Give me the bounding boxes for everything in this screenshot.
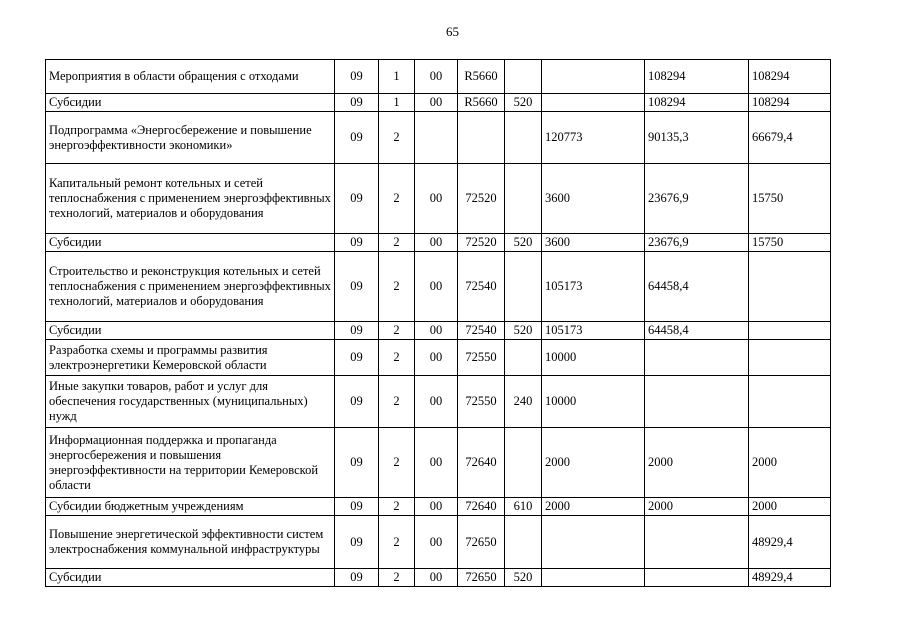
amount-year-3: 108294 <box>749 60 831 94</box>
amount-year-3: 48929,4 <box>749 569 831 587</box>
amount-year-1 <box>542 60 645 94</box>
expense-type-code <box>505 112 542 164</box>
amount-year-2: 108294 <box>645 94 749 112</box>
table-row <box>46 569 831 587</box>
group-code: 00 <box>415 234 458 252</box>
table-row <box>46 252 831 322</box>
group-code: 00 <box>415 428 458 498</box>
group-code: 00 <box>415 252 458 322</box>
amount-year-3: 2000 <box>749 498 831 516</box>
expense-type-code: 520 <box>505 322 542 340</box>
group-code: 00 <box>415 498 458 516</box>
table-row <box>46 60 831 94</box>
amount-year-3 <box>749 252 831 322</box>
group-code: 00 <box>415 376 458 428</box>
amount-year-2: 2000 <box>645 498 749 516</box>
section-code: 09 <box>335 234 379 252</box>
amount-year-3: 108294 <box>749 94 831 112</box>
expense-type-code <box>505 340 542 376</box>
subsection-code: 2 <box>379 498 415 516</box>
amount-year-1: 2000 <box>542 498 645 516</box>
amount-year-1: 10000 <box>542 376 645 428</box>
amount-year-2: 64458,4 <box>645 322 749 340</box>
target-article-code: 72520 <box>458 234 505 252</box>
section-code: 09 <box>335 376 379 428</box>
target-article-code: 72650 <box>458 516 505 569</box>
target-article-code: 72640 <box>458 428 505 498</box>
target-article-code: 72550 <box>458 340 505 376</box>
group-code: 00 <box>415 340 458 376</box>
row-name: Субсидии <box>46 569 335 587</box>
target-article-code: R5660 <box>458 94 505 112</box>
subsection-code: 2 <box>379 569 415 587</box>
subsection-code: 2 <box>379 516 415 569</box>
table-row <box>46 516 831 569</box>
target-article-code: R5660 <box>458 60 505 94</box>
amount-year-2: 2000 <box>645 428 749 498</box>
amount-year-2 <box>645 516 749 569</box>
row-name: Информационная поддержка и пропаганда энергосбережения и повышения энергоэффективности на территории Кемеровской области <box>46 428 335 498</box>
table-row <box>46 498 831 516</box>
subsection-code: 2 <box>379 428 415 498</box>
amount-year-3: 15750 <box>749 234 831 252</box>
subsection-code: 2 <box>379 164 415 234</box>
target-article-code: 72540 <box>458 322 505 340</box>
amount-year-3: 48929,4 <box>749 516 831 569</box>
row-name: Разработка схемы и программы развития электроэнергетики Кемеровской области <box>46 340 335 376</box>
amount-year-1 <box>542 516 645 569</box>
row-name: Мероприятия в области обращения с отходами <box>46 60 335 94</box>
subsection-code: 2 <box>379 234 415 252</box>
budget-table <box>45 59 831 587</box>
amount-year-1: 105173 <box>542 322 645 340</box>
subsection-code: 2 <box>379 340 415 376</box>
target-article-code <box>458 112 505 164</box>
expense-type-code: 520 <box>505 569 542 587</box>
target-article-code: 72540 <box>458 252 505 322</box>
amount-year-1: 3600 <box>542 234 645 252</box>
amount-year-2 <box>645 376 749 428</box>
subsection-code: 2 <box>379 112 415 164</box>
amount-year-3: 2000 <box>749 428 831 498</box>
expense-type-code <box>505 60 542 94</box>
section-code: 09 <box>335 569 379 587</box>
subsection-code: 1 <box>379 60 415 94</box>
section-code: 09 <box>335 322 379 340</box>
table-row <box>46 322 831 340</box>
amount-year-2: 108294 <box>645 60 749 94</box>
table-row <box>46 376 831 428</box>
section-code: 09 <box>335 428 379 498</box>
amount-year-2 <box>645 569 749 587</box>
amount-year-3 <box>749 376 831 428</box>
section-code: 09 <box>335 112 379 164</box>
table-row <box>46 94 831 112</box>
amount-year-1: 105173 <box>542 252 645 322</box>
row-name: Субсидии <box>46 234 335 252</box>
table-row <box>46 234 831 252</box>
row-name: Повышение энергетической эффективности систем электроснабжения коммунальной инфраструктуры <box>46 516 335 569</box>
group-code: 00 <box>415 164 458 234</box>
page-number: 65 <box>446 24 459 39</box>
expense-type-code: 240 <box>505 376 542 428</box>
table-row <box>46 428 831 498</box>
group-code: 00 <box>415 516 458 569</box>
target-article-code: 72520 <box>458 164 505 234</box>
row-name: Строительство и реконструкция котельных и сетей теплоснабжения с применением энергоэффективных технологий, материалов и оборудования <box>46 252 335 322</box>
amount-year-2: 90135,3 <box>645 112 749 164</box>
section-code: 09 <box>335 340 379 376</box>
amount-year-3 <box>749 322 831 340</box>
amount-year-3: 66679,4 <box>749 112 831 164</box>
group-code: 00 <box>415 569 458 587</box>
expense-type-code <box>505 428 542 498</box>
section-code: 09 <box>335 252 379 322</box>
row-name: Капитальный ремонт котельных и сетей теплоснабжения с применением энергоэффективных технологий, материалов и оборудования <box>46 164 335 234</box>
expense-type-code: 520 <box>505 94 542 112</box>
table-row <box>46 340 831 376</box>
section-code: 09 <box>335 94 379 112</box>
target-article-code: 72650 <box>458 569 505 587</box>
expense-type-code: 520 <box>505 234 542 252</box>
amount-year-2: 23676,9 <box>645 164 749 234</box>
row-name: Субсидии <box>46 322 335 340</box>
amount-year-1 <box>542 569 645 587</box>
expense-type-code <box>505 164 542 234</box>
amount-year-2: 23676,9 <box>645 234 749 252</box>
section-code: 09 <box>335 164 379 234</box>
amount-year-1: 10000 <box>542 340 645 376</box>
target-article-code: 72640 <box>458 498 505 516</box>
row-name: Иные закупки товаров, работ и услуг для обеспечения государственных (муниципальных) нужд <box>46 376 335 428</box>
amount-year-1: 120773 <box>542 112 645 164</box>
amount-year-1 <box>542 94 645 112</box>
amount-year-2: 64458,4 <box>645 252 749 322</box>
table-row <box>46 164 831 234</box>
amount-year-1: 3600 <box>542 164 645 234</box>
row-name: Субсидии <box>46 94 335 112</box>
table-row <box>46 112 831 164</box>
group-code: 00 <box>415 322 458 340</box>
target-article-code: 72550 <box>458 376 505 428</box>
group-code: 00 <box>415 94 458 112</box>
subsection-code: 2 <box>379 252 415 322</box>
subsection-code: 1 <box>379 94 415 112</box>
expense-type-code: 610 <box>505 498 542 516</box>
section-code: 09 <box>335 516 379 569</box>
amount-year-3: 15750 <box>749 164 831 234</box>
section-code: 09 <box>335 60 379 94</box>
subsection-code: 2 <box>379 322 415 340</box>
amount-year-2 <box>645 340 749 376</box>
section-code: 09 <box>335 498 379 516</box>
expense-type-code <box>505 252 542 322</box>
amount-year-1: 2000 <box>542 428 645 498</box>
expense-type-code <box>505 516 542 569</box>
row-name: Подпрограмма «Энергосбережение и повышение энергоэффективности экономики» <box>46 112 335 164</box>
subsection-code: 2 <box>379 376 415 428</box>
amount-year-3 <box>749 340 831 376</box>
row-name: Субсидии бюджетным учреждениям <box>46 498 335 516</box>
group-code <box>415 112 458 164</box>
group-code: 00 <box>415 60 458 94</box>
